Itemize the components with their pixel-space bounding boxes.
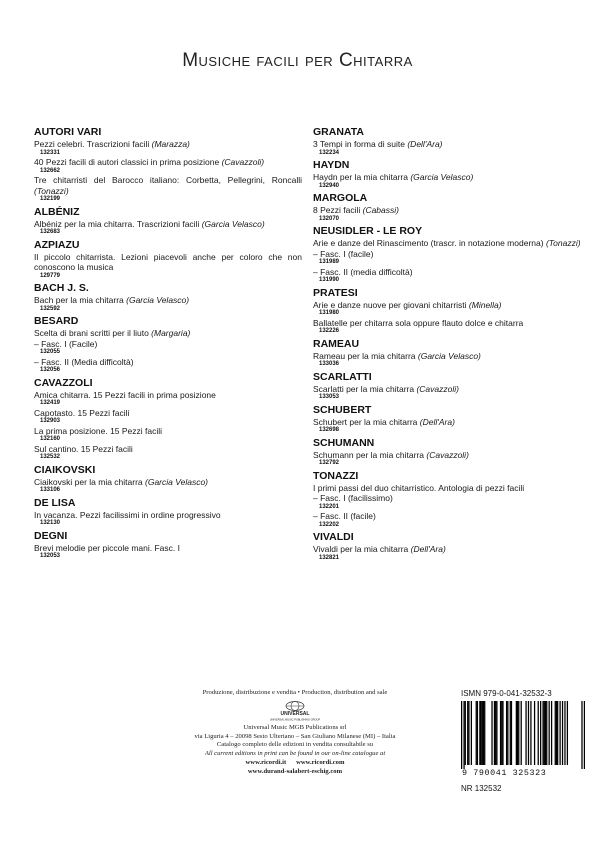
work-title <box>34 444 302 455</box>
barcode-bar <box>491 701 492 765</box>
barcode-bar <box>477 701 478 765</box>
catalogue-code: 133106 <box>40 487 61 493</box>
work-text: Brevi melodie per piccole mani. Fasc. I <box>34 542 180 553</box>
composer-entry <box>313 159 581 190</box>
catalogue-code: 132592 <box>40 305 61 312</box>
catalogue-code: 132532 <box>40 454 61 460</box>
work-editor: (Cavazzoli) <box>426 449 469 460</box>
work-title <box>313 249 581 260</box>
work-title <box>313 351 581 362</box>
barcode-bar <box>484 701 485 765</box>
work-editor: (Garcia Velasco) <box>126 295 190 305</box>
page-title: Musiche facili per Chitarra <box>182 50 413 71</box>
catalogue-code: 132903 <box>40 418 61 424</box>
catalogue-code: 132662 <box>40 167 61 174</box>
work-editor: (Minella) <box>468 299 502 310</box>
work-title <box>34 477 302 488</box>
work-title <box>313 139 581 150</box>
work-title <box>313 172 581 183</box>
composer-name: CIAIKOVSKI <box>34 463 96 476</box>
catalogue-code: 132056 <box>40 367 61 373</box>
work-title <box>313 483 581 494</box>
work-text: 3 Tempi in forma di suite <box>313 139 408 149</box>
composer-name: AZPIAZU <box>34 238 80 251</box>
work-title <box>34 252 302 273</box>
work-title <box>313 493 581 504</box>
work-text: Il piccolo chitarrista. Lezioni piacevoli anche per coloro che non conoscono la musica <box>34 251 302 272</box>
composer-entry <box>34 377 302 462</box>
work-editor: (Tonazzi) <box>545 238 581 248</box>
barcode-bar <box>546 701 547 765</box>
barcode-bar <box>510 701 511 765</box>
barcode-bar <box>521 701 522 765</box>
work-text: – Fasc. I (facile) <box>313 248 374 259</box>
catalogue-code: 132698 <box>319 427 340 433</box>
composer-name: TONAZZI <box>313 469 359 482</box>
catalogue-code: 132940 <box>319 182 340 189</box>
work-text: Schumann per la mia chitarra <box>313 449 427 460</box>
work-title <box>313 544 581 555</box>
barcode-bar <box>506 701 507 765</box>
catalogue-code: 129779 <box>40 272 61 279</box>
composer-entry <box>313 404 581 435</box>
work-text: 40 Pezzi facili di autori classici in prima posizione <box>34 157 222 167</box>
work-title <box>34 339 302 350</box>
work-text: Scarlatti per la mia chitarra <box>313 383 417 394</box>
barcode-bar <box>500 701 501 765</box>
publisher-footer <box>160 689 430 777</box>
work-editor: (Dell'Ara) <box>407 139 443 149</box>
composer-entry <box>313 531 581 562</box>
work-text: Schubert per la mia chitarra <box>313 416 420 427</box>
work-title <box>34 357 302 368</box>
work-title <box>313 450 581 461</box>
work-text: Rameau per la mia chitarra <box>313 350 418 361</box>
work-title <box>34 510 302 521</box>
composer-entry <box>34 206 302 237</box>
barcode-bar <box>518 701 519 765</box>
work-title <box>34 175 302 196</box>
barcode-bar <box>581 701 582 769</box>
barcode-bar <box>528 701 529 765</box>
catalogue-code: 131989 <box>319 259 340 265</box>
work-title <box>313 511 581 522</box>
website-ricordi-it[interactable]: www.ricordi.it <box>245 758 287 766</box>
barcode-bar <box>468 701 469 765</box>
work-title <box>313 205 581 216</box>
composer-name: MARGOLA <box>313 192 368 204</box>
composer-name: AUTORI VARI <box>34 126 102 138</box>
work-text: Scelta di brani scritti per il liuto <box>34 328 152 338</box>
composer-entry <box>313 287 581 336</box>
composer-name: HAYDN <box>313 159 350 171</box>
work-title <box>34 219 302 230</box>
composer-entry <box>34 315 302 375</box>
work-editor: (Marazza) <box>151 139 190 149</box>
barcode-bar <box>511 701 512 765</box>
composer-entry <box>313 470 581 530</box>
barcode-bar <box>496 701 497 765</box>
work-title <box>313 300 581 311</box>
website-links <box>160 759 430 768</box>
composer-name: SCHUMANN <box>313 436 375 449</box>
work-title <box>313 384 581 395</box>
barcode-bar <box>463 701 464 769</box>
barcode-bar <box>556 701 557 765</box>
barcode-bar <box>542 701 543 765</box>
barcode-bar <box>483 701 484 765</box>
work-editor: (Garcia Velasco) <box>417 350 481 361</box>
work-text: Haydn per la mia chitarra <box>313 172 411 182</box>
work-editor: (Dell'Ara) <box>410 544 446 554</box>
catalogue-code: 132199 <box>40 196 61 202</box>
composer-entry <box>34 126 302 204</box>
work-text: – Fasc. II (Media difficoltà) <box>34 356 134 367</box>
work-title <box>313 318 581 329</box>
barcode-bar <box>540 701 541 765</box>
catalogue-code: 132419 <box>40 400 61 406</box>
composer-entry <box>313 371 581 402</box>
barcode-bar <box>567 701 568 765</box>
barcode-bar <box>461 701 462 769</box>
composer-entry <box>313 192 581 223</box>
barcode-bar <box>538 701 539 765</box>
composer-name: BESARD <box>34 315 79 327</box>
work-text: – Fasc. II (facile) <box>313 511 376 521</box>
catalogue-italian: Catalogo completo delle edizioni in vendita consultabile su <box>216 741 374 749</box>
catalogue-code: 132053 <box>40 553 61 559</box>
production-line: Produzione, distribuzione e vendita • Production, distribution and sale <box>202 689 388 696</box>
work-title <box>34 139 302 150</box>
barcode-bar <box>471 701 472 765</box>
composer-entry <box>34 239 302 281</box>
work-text: I primi passi del duo chitarristico. Antologia di pezzi facili <box>313 482 525 493</box>
work-title <box>34 328 302 339</box>
website-ricordi-com[interactable]: www.ricordi.com <box>296 758 345 766</box>
composer-name: DE LISA <box>34 496 76 509</box>
barcode-bar <box>564 701 565 765</box>
barcode-bar <box>516 701 517 765</box>
composer-name: BACH J. S. <box>34 282 89 294</box>
barcode-bar <box>525 701 526 765</box>
catalogue-code: 132683 <box>40 229 61 235</box>
work-title <box>34 295 302 306</box>
catalogue-code: 132821 <box>319 554 340 561</box>
catalogue-number: NR 132532 <box>461 784 502 793</box>
barcode-icon <box>461 701 585 769</box>
work-text: Ciaikovski per la mia chitarra <box>34 476 146 487</box>
catalogue-code: 133036 <box>319 361 340 367</box>
composer-name: CAVAZZOLI <box>34 376 93 389</box>
barcode-bar <box>517 701 518 765</box>
composer-name: RAMEAU <box>313 337 360 350</box>
catalogue-code: 132201 <box>319 503 340 510</box>
composer-entry <box>313 437 581 468</box>
composer-entry <box>34 497 302 528</box>
work-title <box>34 426 302 437</box>
logo-text: UNIVERSAL <box>280 710 310 717</box>
right-column <box>313 124 581 562</box>
catalogue-code: 132070 <box>319 215 340 222</box>
website-durand[interactable]: www.durand-salabert-eschig.com <box>247 767 343 775</box>
catalogue-code: 132226 <box>319 328 340 334</box>
catalogue-code: 132202 <box>319 521 340 528</box>
barcode-bar <box>479 701 480 765</box>
catalogue-code: 132234 <box>319 149 340 156</box>
catalogue-code: 131980 <box>319 310 340 316</box>
publisher-name: Universal Music MGB Publications srl <box>243 723 347 731</box>
work-text: Bach per la mia chitarra <box>34 295 127 305</box>
barcode-bar <box>465 701 466 765</box>
work-title <box>34 390 302 401</box>
barcode-bar <box>467 701 468 765</box>
composer-name: VIVALDI <box>313 531 354 543</box>
composer-name: SCARLATTI <box>313 370 372 383</box>
barcode-bar <box>562 701 563 765</box>
composer-name: DEGNI <box>34 529 68 542</box>
work-text: Tre chitarristi del Barocco italiano: Corbetta, Pellegrini, Roncalli <box>34 175 302 185</box>
catalogue-code: 132160 <box>40 436 61 442</box>
work-editor: (Cabassi) <box>362 205 399 215</box>
logo-subtext: UNIVERSAL MUSIC PUBLISHING GROUP <box>269 718 321 722</box>
barcode-bar <box>551 701 552 765</box>
work-text: Ballatelle per chitarra sola oppure flauto dolce e chitarra <box>313 317 524 328</box>
barcode-bar <box>534 701 535 765</box>
barcode-bar <box>530 701 531 765</box>
work-text: Pezzi celebri. Trascrizioni facili <box>34 139 152 149</box>
left-column <box>34 124 302 561</box>
work-text: Vivaldi per la mia chitarra <box>313 544 411 554</box>
work-editor: (Dell'Ara) <box>419 416 455 427</box>
barcode-bar <box>495 701 496 765</box>
work-title <box>34 408 302 419</box>
ismn-label: ISMN 979-0-041-32532-3 <box>461 689 552 698</box>
barcode-bar <box>549 701 550 765</box>
work-text: Arie e danze nuove per giovani chitarristi <box>313 299 469 310</box>
universal-logo-icon <box>265 700 325 722</box>
barcode-bar <box>482 701 483 765</box>
work-title <box>34 157 302 168</box>
barcode-digits: 9 790041 325323 <box>462 768 547 778</box>
composer-entry <box>34 282 302 313</box>
barcode-bar <box>480 701 481 765</box>
catalogue-code: 132331 <box>40 149 61 156</box>
work-text: La prima posizione. 15 Pezzi facili <box>34 425 163 436</box>
composer-entry <box>313 225 581 285</box>
work-text: Sul cantino. 15 Pezzi facili <box>34 443 133 454</box>
work-text: – Fasc. I (Facile) <box>34 338 98 349</box>
composer-entry <box>313 338 581 369</box>
work-editor: (Garcia Velasco) <box>145 476 208 487</box>
composer-name: SCHUBERT <box>313 403 372 416</box>
work-text: Capotasto. 15 Pezzi facili <box>34 407 130 418</box>
work-editor: (Cavazzoli) <box>221 157 265 167</box>
work-text: – Fasc. II (media difficoltà) <box>313 266 413 277</box>
publisher-address: via Liguria 4 – 20098 Sesto Ulteriano – San Giuliano Milanese (MI) – Italia <box>194 732 396 740</box>
barcode-bar <box>584 701 585 769</box>
work-title <box>313 267 581 278</box>
barcode-bar <box>501 701 502 765</box>
barcode-bar <box>494 701 495 765</box>
barcode-bar <box>545 701 546 765</box>
work-text: In vacanza. Pezzi facilissimi in ordine progressivo <box>34 509 221 520</box>
barcode-bar <box>555 701 556 765</box>
work-text: – Fasc. I (facilissimo) <box>313 493 393 503</box>
work-editor: (Tonazzi) <box>34 185 69 196</box>
composer-name: NEUSIDLER - LE ROY <box>313 225 423 237</box>
work-text: 8 Pezzi facili <box>313 205 363 215</box>
work-title <box>313 238 581 249</box>
catalogue-code: 133053 <box>319 394 340 400</box>
work-editor: (Garcia Velasco) <box>201 218 265 229</box>
barcode-bar <box>557 701 558 765</box>
work-editor: (Margaria) <box>151 328 191 338</box>
composer-name: GRANATA <box>313 126 364 138</box>
work-text: Albéniz per la mia chitarra. Trascrizioni facili <box>34 218 202 229</box>
barcode-bar <box>544 701 545 765</box>
catalogue-code: 132055 <box>40 349 61 355</box>
work-text: Amica chitarra. 15 Pezzi facili in prima posizione <box>34 389 216 400</box>
catalogue-english: All current editions in print can be found in our on-line catalogue at <box>204 750 386 758</box>
catalogue-code: 132130 <box>40 520 61 526</box>
composer-entry <box>34 464 302 495</box>
work-title <box>313 417 581 428</box>
barcode-bar <box>502 701 503 765</box>
work-editor: (Cavazzoli) <box>416 383 459 394</box>
catalogue-code: 132792 <box>319 460 340 466</box>
barcode-bar <box>507 701 508 765</box>
composer-entry <box>313 126 581 157</box>
barcode-bar <box>559 701 560 765</box>
work-text: Arie e danze del Rinascimento (trascr. in notazione moderna) <box>313 238 546 248</box>
composer-entry <box>34 530 302 561</box>
composer-name: ALBÉNIZ <box>34 205 80 218</box>
work-editor: (Garcia Velasco) <box>410 172 474 182</box>
barcode-bar <box>476 701 477 765</box>
work-title <box>34 543 302 554</box>
composer-name: PRATESI <box>313 286 358 299</box>
catalogue-code: 131990 <box>319 277 340 283</box>
